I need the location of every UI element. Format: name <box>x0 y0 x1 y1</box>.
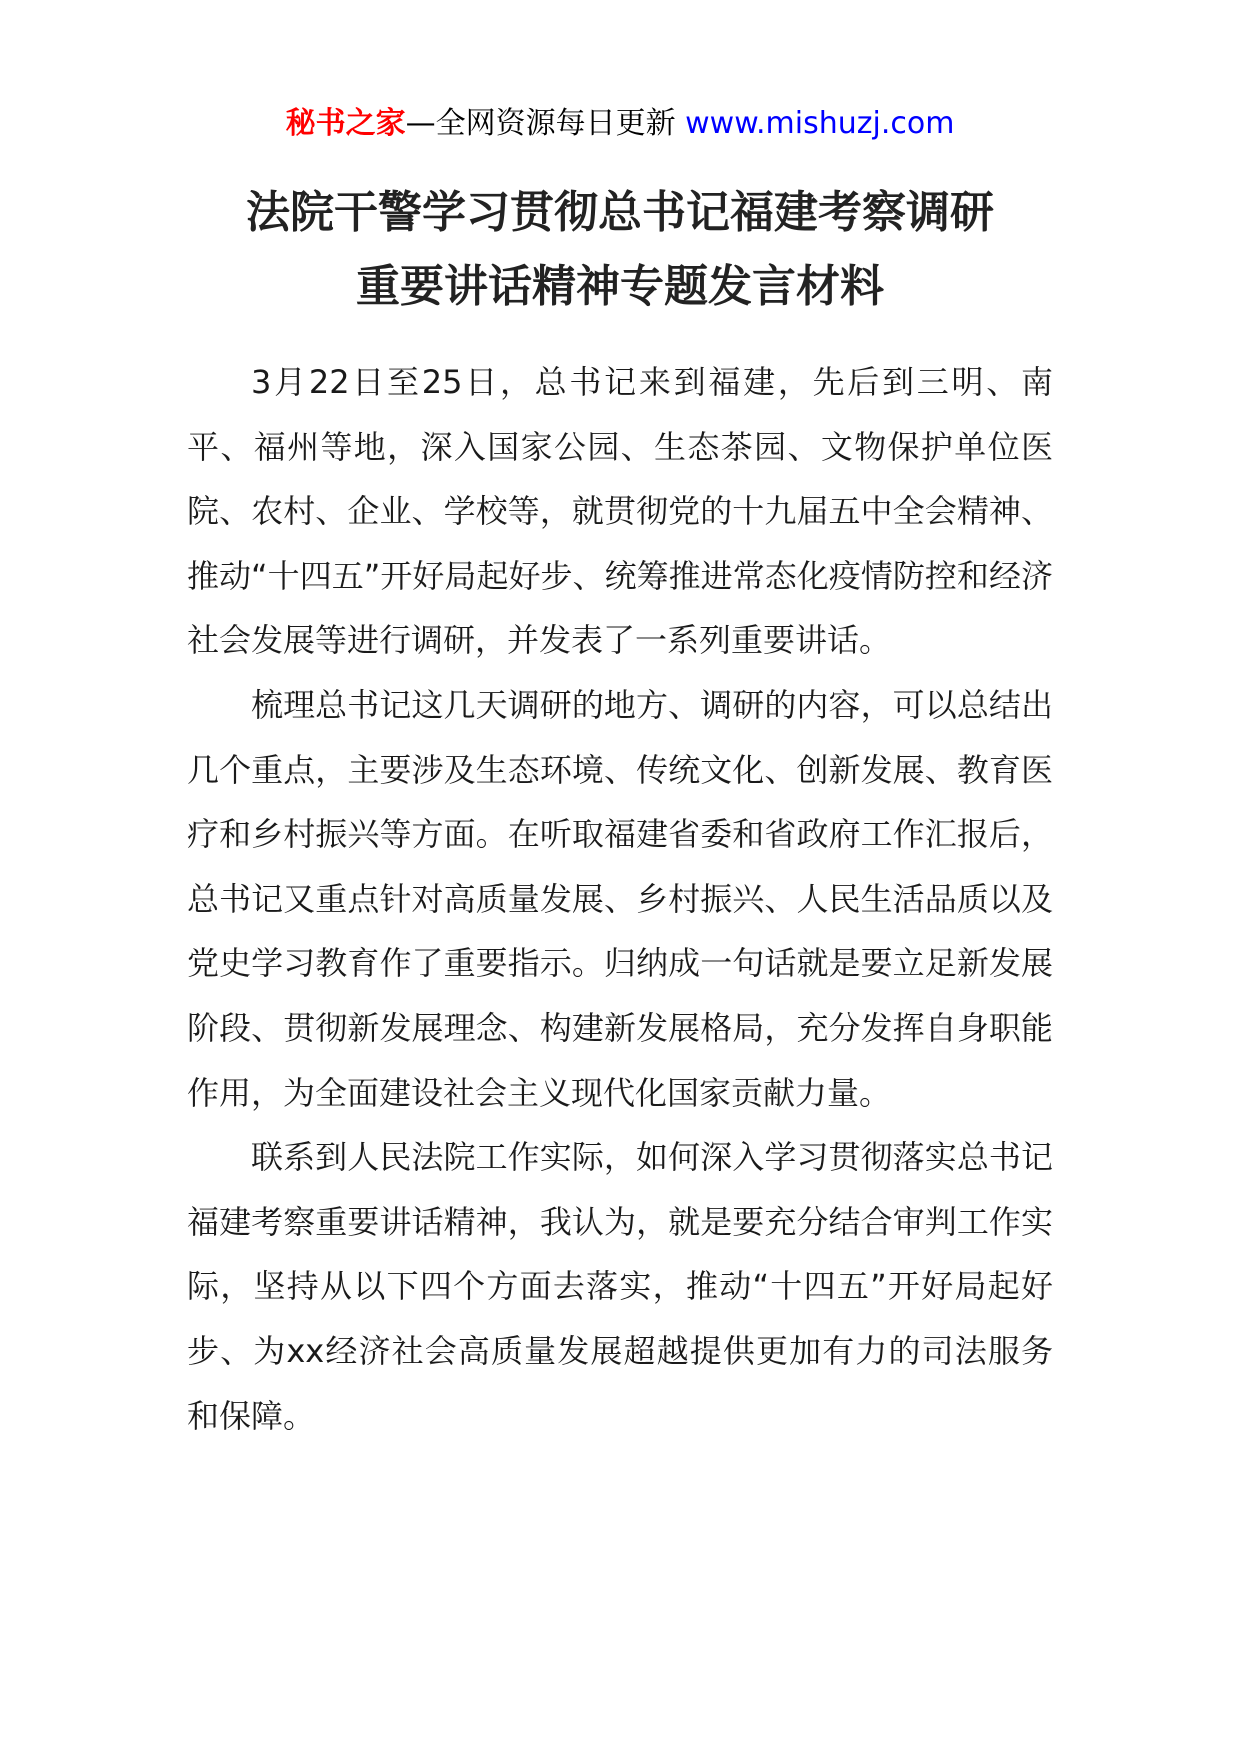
paragraph-2: 梳理总书记这几天调研的地方、调研的内容，可以总结出几个重点，主要涉及生态环境、传统文化、创新发展、教育医疗和乡村振兴等方面。在听取福建省委和省政府工作汇报后，总书记又重点针对高质量发展、乡村振兴、人民生活品质以及党史学习教育作了重要指示。归纳成一句话就是要立足新发展阶段、贯彻新发展理念、构建新发展格局，充分发挥自身职能作用，为全面建设社会主义现代化国家贡献力量。 <box>187 685 1053 1112</box>
document-body <box>187 350 1053 1448</box>
paragraph-1: 3月22日至25日，总书记来到福建，先后到三明、南平、福州等地，深入国家公园、生态茶园、文物保护单位医院、农村、企业、学校等，就贯彻党的十九届五中全会精神、推动“十四五”开好局起好步、统筹推进常态化疫情防控和经济社会发展等进行调研，并发表了一系列重要讲话。 <box>187 363 1053 660</box>
title-line-1: 法院干警学习贯彻总书记福建考察调研 <box>246 187 994 238</box>
paragraph-3: 联系到人民法院工作实际，如何深入学习贯彻落实总书记福建考察重要讲话精神，我认为，就是要充分结合审判工作实际，坚持从以下四个方面去落实，推动“十四五”开好局起好步、为xx经济社会高质量发展超越提供更加有力的司法服务和保障。 <box>187 1138 1053 1435</box>
site-name: 秘书之家 <box>285 106 406 141</box>
site-url-link[interactable]: www.mishuzj.com <box>685 106 955 141</box>
document-title <box>0 176 1240 324</box>
site-header <box>0 102 1240 146</box>
site-tagline: —全网资源每日更新 <box>405 106 686 141</box>
title-line-2: 重要讲话精神专题发言材料 <box>356 261 884 312</box>
